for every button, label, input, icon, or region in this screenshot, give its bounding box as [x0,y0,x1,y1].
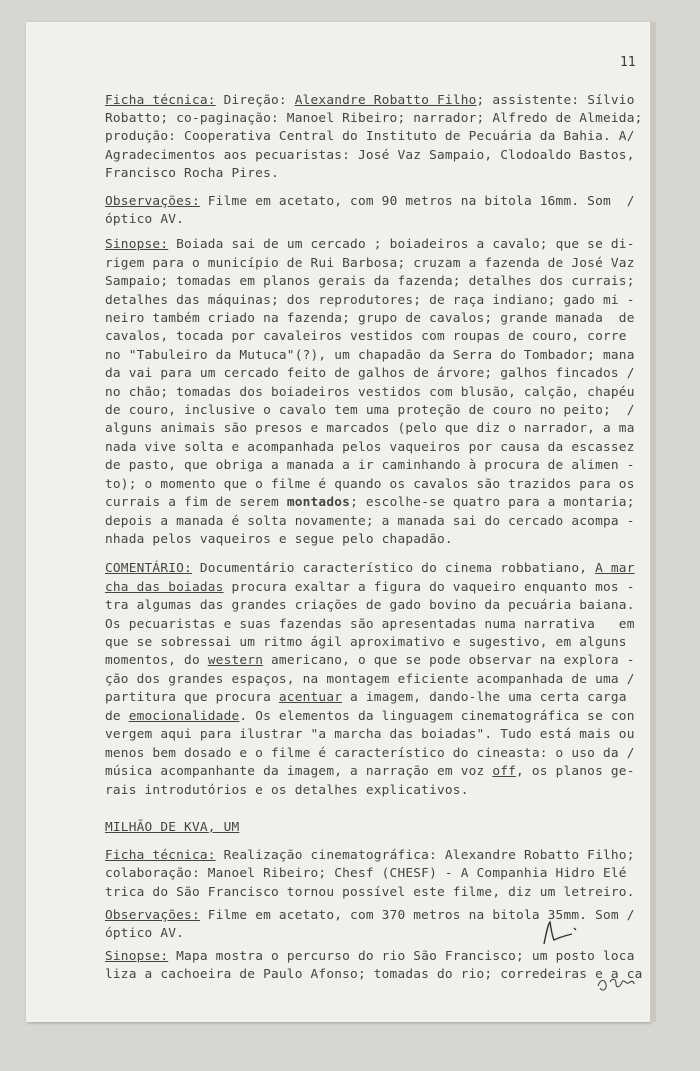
handwritten-mark [538,918,578,948]
comentario-line-11: menos bem dosado e o filme é característico do cineasta: o uso da / [105,746,635,761]
entry-2-title: MILHÃO DE KVA, UM [105,820,240,835]
comentario-label: COMENTÁRIO: [105,561,192,576]
ficha-tecnica-line-5: Francisco Rocha Pires. [105,166,279,181]
entry-2-sinopse-line-1: Sinopse: Mapa mostra o percurso do rio São Francisco; um posto loca [105,949,635,964]
entry-2-ficha-line-1: Ficha técnica: Realização cinematográfica: Alexandre Robatto Filho; [105,848,635,863]
sinopse-line-13: de pasto, que obriga a manada a ir caminhando à procura de alimen - [105,458,635,473]
observacoes-label: Observações: [105,194,200,209]
sinopse-line-10: de couro, inclusive o cavalo tem uma proteção de couro no peito; / [105,403,635,418]
sinopse-line-12: nada vive solta e acompanhada pelos vaqueiros por causa da escassez [105,440,635,455]
sinopse-line-9: no chão; tomadas dos boiadeiros vestidos com blusão, calção, chapéu [105,385,635,400]
observacoes-line-1: Observações: Filme em acetato, com 90 metros na bitola 16mm. Som / [105,194,635,209]
page-number: 11 [620,55,636,70]
entry-2-observacoes-line-2: óptico AV. [105,926,185,941]
entry-2-observacoes-label: Observações: [105,908,200,923]
film-title-ref: cha das boiadas [105,580,224,595]
sinopse-label: Sinopse: [105,237,169,252]
entry-2-ficha-line-3: trica do São Francisco tornou possível este filme, diz um letreiro. [105,885,635,900]
entry-2-observacoes-line-1: Observações: Filme em acetato, com 370 metros na bitola 35mm. Som / [105,908,635,923]
entry-2-sinopse-line-2: liza a cachoeira de Paulo Afonso; tomadas do rio; corredeiras e a ca [105,967,643,982]
comentario-line-12: música acompanhante da imagem, a narração em voz off, os planos ge- [105,764,635,779]
comentario-line-10: vergem aqui para ilustrar "a marcha das boiadas". Tudo está mais ou [105,727,635,742]
entry-2-sinopse-label: Sinopse: [105,949,169,964]
comentario-line-4: Os pecuaristas e suas fazendas são apresentadas numa narrativa em [105,617,635,632]
sinopse-line-5: neiro também criado na fazenda; grupo de cavalos; grande manada de [105,311,635,326]
observacoes-line-2: óptico AV. [105,212,185,227]
comentario-line-2: cha das boiadas procura exaltar a figura do vaqueiro enquanto mos - [105,580,635,595]
sinopse-line-2: rigem para o município de Rui Barbosa; cruzam a fazenda de José Vaz [105,256,635,271]
ficha-tecnica-line-1: Ficha técnica: Direção: Alexandre Robatto Filho; assistente: Sílvio [105,93,635,108]
ficha-tecnica-line-3: produção: Cooperativa Central do Instituto de Pecuária da Bahia. A/ [105,129,635,144]
sinopse-line-4: detalhes das máquinas; dos reprodutores; de raça indiano; gado mi - [105,293,635,308]
comentario-line-9: de emocionalidade. Os elementos da linguagem cinematográfica se con [105,709,635,724]
sinopse-line-17: nhada pelos vaqueiros e segue pelo chapadão. [105,532,453,547]
sinopse-line-8: da vai para um cercado feito de galhos de árvore; galhos fincados / [105,366,635,381]
comentario-line-8: partitura que procura acentuar a imagem, dando-lhe uma certa carga [105,690,627,705]
ficha-tecnica-line-2: Robatto; co-paginação: Manoel Ribeiro; narrador; Alfredo de Almeida; [105,111,643,126]
director-name: Alexandre Robatto Filho [294,93,477,108]
handwritten-initials [594,970,636,994]
entry-2-ficha-line-2: colaboração: Manoel Ribeiro; Chesf (CHESF) - A Companhia Hidro Elé [105,866,627,881]
paper-edge [650,22,656,1022]
sinopse-line-15: currais a fim de serem montados; escolhe-se quatro para a montaria; [105,495,635,510]
ficha-tecnica-label: Ficha técnica: [105,93,216,108]
comentario-line-7: ção dos grandes espaços, na montagem eficiente acompanhada de uma / [105,672,635,687]
sinopse-line-1: Sinopse: Boiada sai de um cercado ; boiadeiros a cavalo; que se di- [105,237,635,252]
comentario-line-13: rais introdutórios e os detalhes explicativos. [105,783,469,798]
sinopse-line-14: to); o momento que o filme é quando os cavalos são trazidos para os [105,477,635,492]
comentario-line-3: tra algumas das grandes criações de gado bovino da pecuária baiana. [105,598,635,613]
sinopse-line-3: Sampaio; tomadas em planos gerais da fazenda; detalhes dos currais; [105,274,635,289]
entry-2-ficha-label: Ficha técnica: [105,848,216,863]
comentario-line-1: COMENTÁRIO: Documentário característico do cinema robbatiano, A mar [105,561,635,576]
sinopse-line-6: cavalos, tocada por cavaleiros vestidos com roupas de couro, corre [105,329,627,344]
sinopse-line-16: depois a manada é solta novamente; a manada sai do cercado acompa - [105,514,635,529]
comentario-line-6: momentos, do western americano, o que se pode observar na explora - [105,653,635,668]
comentario-line-5: que se sobressai um ritmo ágil aproximativo e sugestivo, em alguns [105,635,627,650]
sinopse-line-7: no "Tabuleiro da Mutuca"(?), um chapadão da Serra do Tombador; mana [105,348,635,363]
ficha-tecnica-line-4: Agradecimentos aos pecuaristas: José Vaz Sampaio, Clodoaldo Bastos, [105,148,635,163]
sinopse-line-11: alguns animais são presos e marcados (pelo que diz o narrador, a ma [105,421,635,436]
